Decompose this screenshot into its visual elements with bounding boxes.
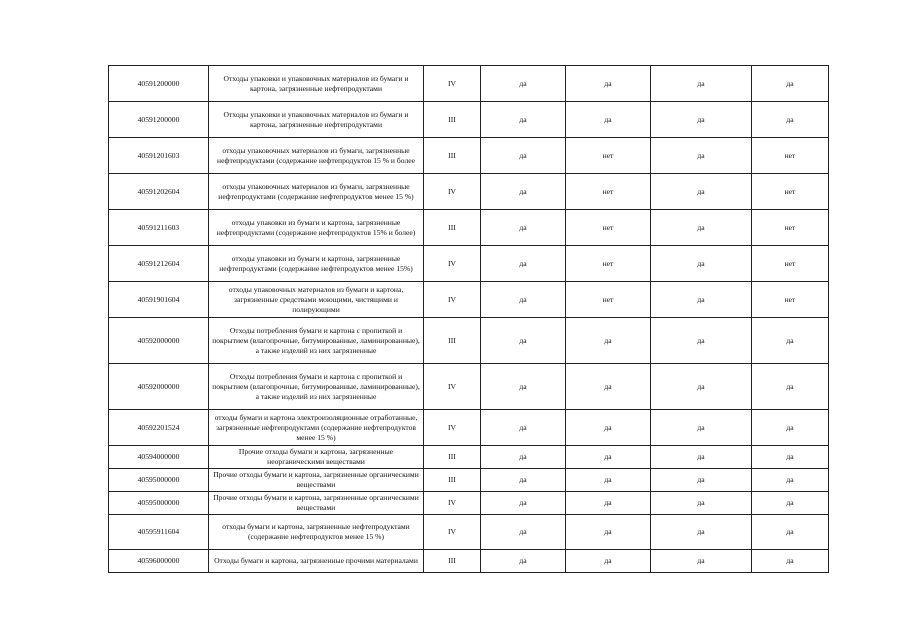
waste-table-body <box>109 66 829 573</box>
flag-cell-3: да <box>651 210 752 246</box>
hazard-class-cell: III <box>424 318 481 364</box>
waste-name-cell: Отходы бумаги и картона, загрязненные прочими материалами <box>209 550 424 573</box>
flag-cell-1: да <box>481 492 566 515</box>
flag-cell-3: да <box>651 410 752 446</box>
waste-name-cell: Прочие отходы бумаги и картона, загрязненные органическими веществами <box>209 469 424 492</box>
flag-cell-4: нет <box>752 174 829 210</box>
waste-name-cell: отходы упаковочных материалов из бумаги и картона, загрязненные средствами моющими, чистящими и полирующими <box>209 282 424 318</box>
table-row <box>109 469 829 492</box>
table-row <box>109 446 829 469</box>
flag-cell-3: да <box>651 364 752 410</box>
flag-cell-1: да <box>481 210 566 246</box>
flag-cell-4: да <box>752 364 829 410</box>
flag-cell-2: да <box>566 102 651 138</box>
waste-code-cell: 40591211603 <box>109 210 209 246</box>
waste-code-cell: 40594000000 <box>109 446 209 469</box>
hazard-class-cell: IV <box>424 410 481 446</box>
table-row <box>109 246 829 282</box>
waste-name-cell: Прочие отходы бумаги и картона, загрязненные органическими веществами <box>209 492 424 515</box>
hazard-class-cell: III <box>424 102 481 138</box>
hazard-class-cell: IV <box>424 174 481 210</box>
waste-code-cell: 40591200000 <box>109 66 209 102</box>
flag-cell-2: нет <box>566 246 651 282</box>
waste-name-cell: Отходы потребления бумаги и картона с пропиткой и покрытием (влагопрочные, битумированные, ламинированные), а также изделий из них загрязненные <box>209 364 424 410</box>
hazard-class-cell: III <box>424 138 481 174</box>
flag-cell-1: да <box>481 174 566 210</box>
flag-cell-3: да <box>651 138 752 174</box>
table-row <box>109 282 829 318</box>
hazard-class-cell: III <box>424 469 481 492</box>
table-row <box>109 515 829 550</box>
flag-cell-2: да <box>566 364 651 410</box>
waste-name-cell: Прочие отходы бумаги и картона, загрязненные неорганическими веществами <box>209 446 424 469</box>
flag-cell-4: да <box>752 410 829 446</box>
waste-code-cell: 40595911604 <box>109 515 209 550</box>
flag-cell-1: да <box>481 364 566 410</box>
flag-cell-3: да <box>651 446 752 469</box>
table-row <box>109 138 829 174</box>
flag-cell-1: да <box>481 469 566 492</box>
flag-cell-2: да <box>566 66 651 102</box>
waste-name-cell: Отходы упаковки и упаковочных материалов из бумаги и картона, загрязненные нефтепродуктами <box>209 102 424 138</box>
flag-cell-4: нет <box>752 138 829 174</box>
flag-cell-1: да <box>481 446 566 469</box>
flag-cell-4: да <box>752 102 829 138</box>
table-row <box>109 364 829 410</box>
flag-cell-3: да <box>651 102 752 138</box>
waste-code-cell: 40591901604 <box>109 282 209 318</box>
flag-cell-4: нет <box>752 210 829 246</box>
flag-cell-4: нет <box>752 246 829 282</box>
table-row <box>109 210 829 246</box>
flag-cell-3: да <box>651 66 752 102</box>
flag-cell-2: нет <box>566 282 651 318</box>
flag-cell-3: да <box>651 246 752 282</box>
table-row <box>109 492 829 515</box>
flag-cell-4: да <box>752 446 829 469</box>
waste-name-cell: отходы упаковочных материалов из бумаги, загрязненные нефтепродуктами (содержание нефтепродуктов 15 % и более <box>209 138 424 174</box>
flag-cell-4: да <box>752 550 829 573</box>
hazard-class-cell: III <box>424 210 481 246</box>
flag-cell-3: да <box>651 492 752 515</box>
flag-cell-3: да <box>651 469 752 492</box>
flag-cell-2: да <box>566 446 651 469</box>
waste-code-cell: 40592000000 <box>109 364 209 410</box>
waste-code-cell: 40591201603 <box>109 138 209 174</box>
waste-name-cell: Отходы потребления бумаги и картона с пропиткой и покрытием (влагопрочные, битумированные, ламинированные), а также изделий из них загрязненные <box>209 318 424 364</box>
flag-cell-1: да <box>481 138 566 174</box>
flag-cell-2: нет <box>566 174 651 210</box>
table-row <box>109 550 829 573</box>
waste-name-cell: Отходы упаковки и упаковочных материалов из бумаги и картона, загрязненные нефтепродуктами <box>209 66 424 102</box>
waste-code-cell: 40592201524 <box>109 410 209 446</box>
flag-cell-4: да <box>752 66 829 102</box>
waste-code-cell: 40596000000 <box>109 550 209 573</box>
flag-cell-3: да <box>651 550 752 573</box>
flag-cell-3: да <box>651 515 752 550</box>
waste-name-cell: отходы упаковочных материалов из бумаги, загрязненные нефтепродуктами (содержание нефтепродуктов менее 15 %) <box>209 174 424 210</box>
flag-cell-2: нет <box>566 210 651 246</box>
table-row <box>109 174 829 210</box>
waste-table <box>108 65 829 573</box>
waste-name-cell: отходы бумаги и картона, загрязненные нефтепродуктами (содержание нефтепродуктов менее 15 %) <box>209 515 424 550</box>
flag-cell-1: да <box>481 246 566 282</box>
flag-cell-2: да <box>566 515 651 550</box>
hazard-class-cell: III <box>424 446 481 469</box>
hazard-class-cell: III <box>424 550 481 573</box>
waste-name-cell: отходы упаковки из бумаги и картона, загрязненные нефтепродуктами (содержание нефтепродуктов менее 15%) <box>209 246 424 282</box>
table-row <box>109 102 829 138</box>
flag-cell-2: нет <box>566 138 651 174</box>
flag-cell-3: да <box>651 282 752 318</box>
flag-cell-1: да <box>481 66 566 102</box>
flag-cell-1: да <box>481 282 566 318</box>
hazard-class-cell: IV <box>424 364 481 410</box>
flag-cell-1: да <box>481 102 566 138</box>
waste-code-cell: 40591200000 <box>109 102 209 138</box>
waste-code-cell: 40595000000 <box>109 469 209 492</box>
flag-cell-1: да <box>481 318 566 364</box>
table-row <box>109 66 829 102</box>
waste-code-cell: 40592000000 <box>109 318 209 364</box>
flag-cell-4: нет <box>752 282 829 318</box>
waste-code-cell: 40591212604 <box>109 246 209 282</box>
hazard-class-cell: IV <box>424 246 481 282</box>
flag-cell-1: да <box>481 410 566 446</box>
flag-cell-2: да <box>566 492 651 515</box>
flag-cell-4: да <box>752 318 829 364</box>
flag-cell-1: да <box>481 550 566 573</box>
hazard-class-cell: IV <box>424 515 481 550</box>
flag-cell-2: да <box>566 410 651 446</box>
flag-cell-3: да <box>651 174 752 210</box>
flag-cell-4: да <box>752 492 829 515</box>
hazard-class-cell: IV <box>424 492 481 515</box>
flag-cell-2: да <box>566 550 651 573</box>
waste-name-cell: отходы упаковки из бумаги и картона, загрязненные нефтепродуктами (содержание нефтепродуктов 15% и более) <box>209 210 424 246</box>
flag-cell-2: да <box>566 469 651 492</box>
flag-cell-3: да <box>651 318 752 364</box>
hazard-class-cell: IV <box>424 282 481 318</box>
waste-code-cell: 40591202604 <box>109 174 209 210</box>
table-row <box>109 410 829 446</box>
waste-name-cell: отходы бумаги и картона электроизоляционные отработанные, загрязненные нефтепродуктами (содержание нефтепродуктов менее 15 %) <box>209 410 424 446</box>
hazard-class-cell: IV <box>424 66 481 102</box>
flag-cell-4: да <box>752 515 829 550</box>
flag-cell-4: да <box>752 469 829 492</box>
flag-cell-2: да <box>566 318 651 364</box>
flag-cell-1: да <box>481 515 566 550</box>
table-row <box>109 318 829 364</box>
waste-code-cell: 40595000000 <box>109 492 209 515</box>
